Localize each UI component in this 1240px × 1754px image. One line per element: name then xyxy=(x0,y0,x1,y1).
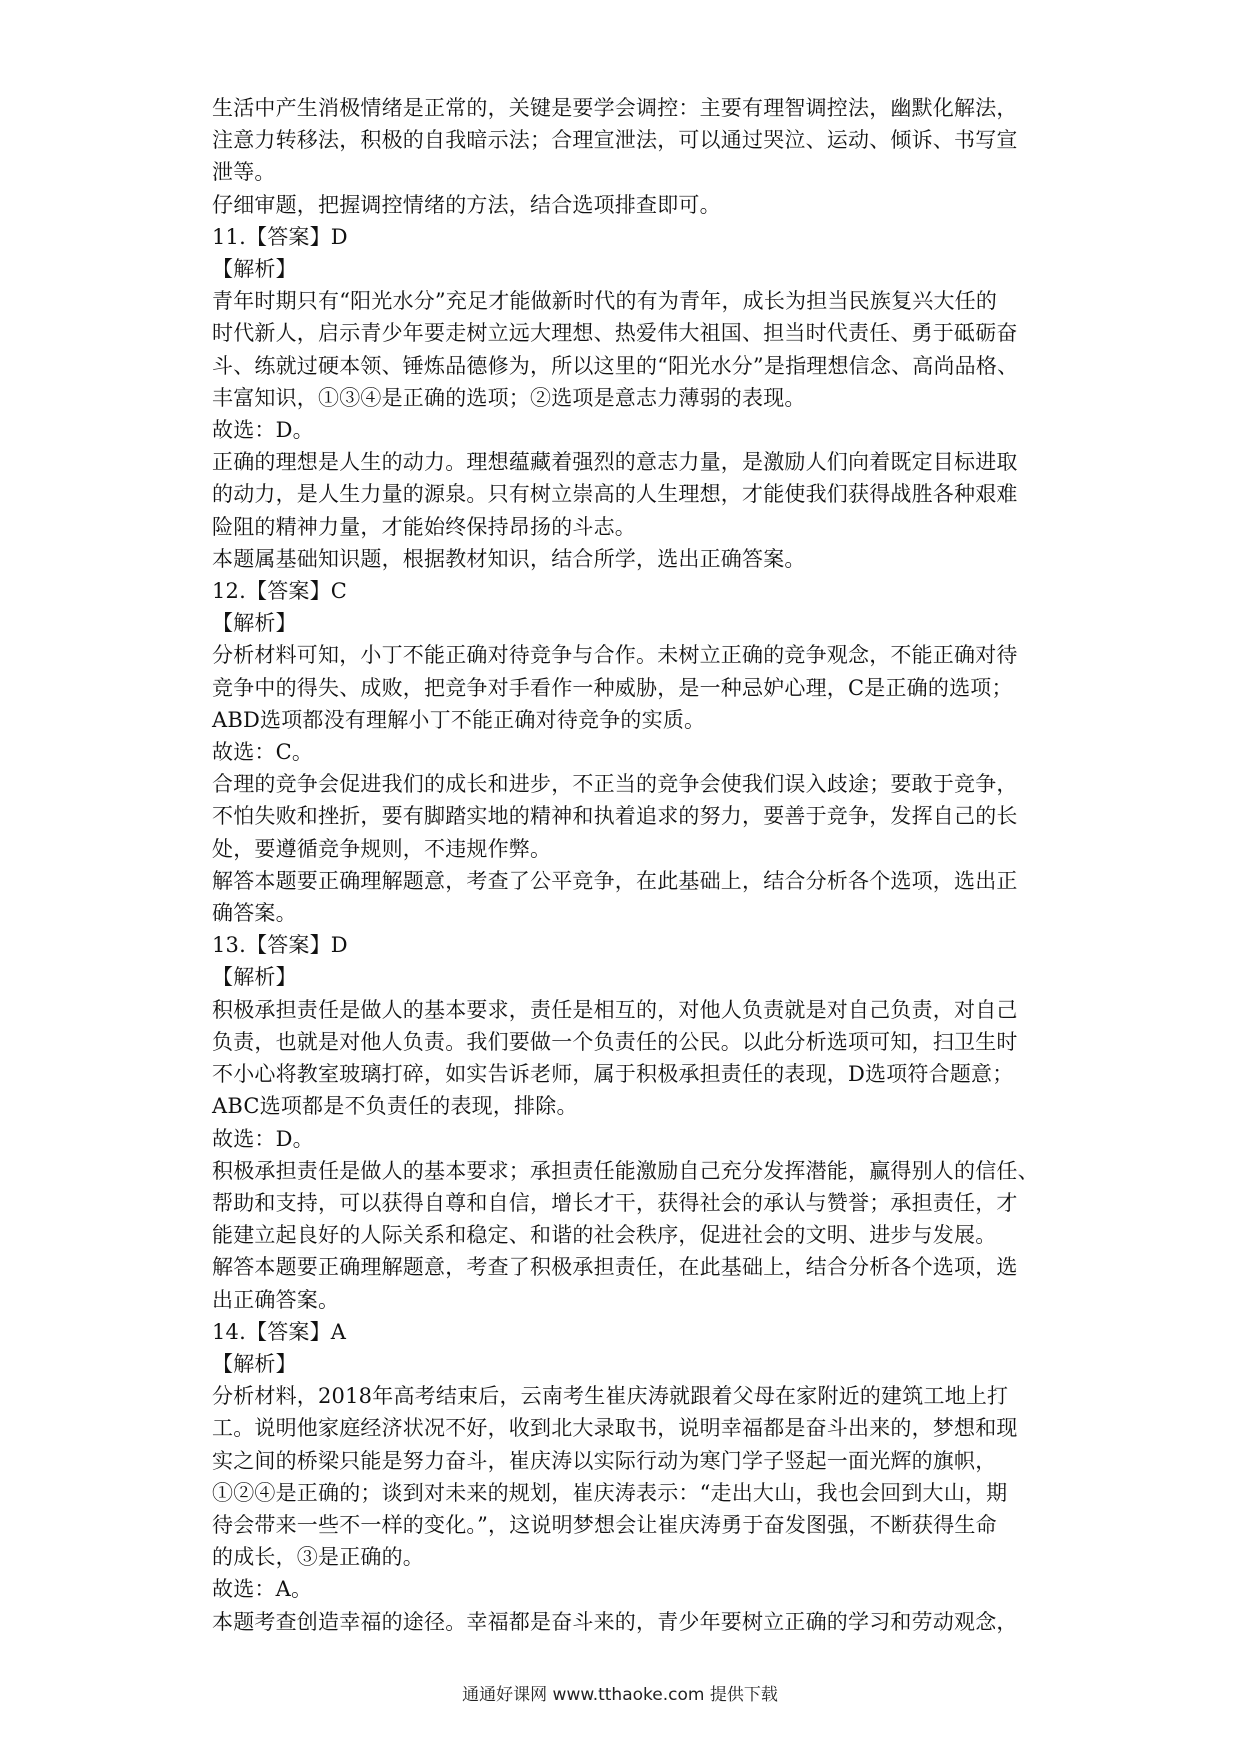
text-line: ABD选项都没有理解小丁不能正确对待竞争的实质。 xyxy=(212,707,706,732)
text-line: 处，要遵循竞争规则，不违规作弊。 xyxy=(212,836,552,861)
text-line: 不小心将教室玻璃打碎，如实告诉老师，属于积极承担责任的表现，D选项符合题意； xyxy=(212,1062,1014,1087)
page-footer: 通通好课网 www.tthaoke.com 提供下载 xyxy=(462,1685,778,1705)
text-line: 故选：D。 xyxy=(212,1126,314,1151)
text-line: 解答本题要正确理解题意，考查了公平竞争，在此基础上，结合分析各个选项，选出正 xyxy=(212,868,1018,893)
text-line: 丰富知识，①③④是正确的选项；②选项是意志力薄弱的表现。 xyxy=(212,385,806,410)
text-line: 本题考查创造幸福的途径。幸福都是奋斗来的，青少年要树立正确的学习和劳动观念， xyxy=(212,1609,1018,1634)
text-line: 帮助和支持，可以获得自尊和自信，增长才干，获得社会的承认与赞誉；承担责任，才 xyxy=(212,1190,1018,1215)
analysis-heading: 【解析】 xyxy=(212,611,297,636)
text-line: 不怕失败和挫折，要有脚踏实地的精神和执着追求的努力，要善于竞争，发挥自己的长 xyxy=(212,804,1018,829)
analysis-heading: 【解析】 xyxy=(212,965,297,990)
document-body xyxy=(212,92,1040,1638)
analysis-heading: 【解析】 xyxy=(212,1351,297,1376)
text-line: 生活中产生消极情绪是正常的，关键是要学会调控：主要有理智调控法，幽默化解法， xyxy=(212,96,1018,120)
text-line: 工。说明他家庭经济状况不好，收到北大录取书，说明幸福都是奋斗出来的，梦想和现 xyxy=(212,1416,1018,1441)
text-line: 合理的竞争会促进我们的成长和进步，不正当的竞争会使我们误入歧途；要敢于竞争， xyxy=(212,772,1018,797)
text-line: 注意力转移法，积极的自我暗示法；合理宣泄法，可以通过哭泣、运动、倾诉、书写宣 xyxy=(212,128,1018,153)
answer-heading-12: 12.【答案】C xyxy=(212,579,348,604)
text-line: ABC选项都是不负责任的表现，排除。 xyxy=(212,1094,578,1119)
text-line: 实之间的桥梁只能是努力奋斗，崔庆涛以实际行动为寒门学子竖起一面光辉的旗帜， xyxy=(212,1448,997,1473)
text-line: 的动力，是人生力量的源泉。只有树立崇高的人生理想，才能使我们获得战胜各种艰难 xyxy=(212,482,1018,507)
text-line: 负责，也就是对他人负责。我们要做一个负责任的公民。以此分析选项可知，扫卫生时 xyxy=(212,1029,1018,1054)
text-line: 积极承担责任是做人的基本要求；承担责任能激励自己充分发挥潜能，赢得别人的信任、 xyxy=(212,1158,1039,1183)
text-line: 青年时期只有“阳光水分”充足才能做新时代的有为青年，成长为担当民族复兴大任的 xyxy=(212,289,998,314)
text-line: 时代新人，启示青少年要走树立远大理想、热爱伟大祖国、担当时代责任、勇于砥砺奋 xyxy=(212,321,1018,346)
text-line: 本题属基础知识题，根据教材知识，结合所学，选出正确答案。 xyxy=(212,546,806,571)
text-line: 待会带来一些不一样的变化。”，这说明梦想会让崔庆涛勇于奋发图强，不断获得生命 xyxy=(212,1512,997,1537)
text-line: ①②④是正确的；谈到对未来的规划，崔庆涛表示：“走出大山，我也会回到大山，期 xyxy=(212,1480,1008,1505)
text-line: 泄等。 xyxy=(212,160,276,185)
answer-heading-14: 14.【答案】A xyxy=(212,1319,347,1344)
text-line: 积极承担责任是做人的基本要求，责任是相互的，对他人负责就是对自己负责，对自己 xyxy=(212,997,1018,1022)
text-line: 出正确答案。 xyxy=(212,1287,340,1312)
text-line: 的成长，③是正确的。 xyxy=(212,1545,424,1570)
text-line: 分析材料可知，小丁不能正确对待竞争与合作。未树立正确的竞争观念，不能正确对待 xyxy=(212,643,1018,668)
text-line: 能建立起良好的人际关系和稳定、和谐的社会秩序，促进社会的文明、进步与发展。 xyxy=(212,1223,997,1248)
text-line: 斗、练就过硬本领、锤炼品德修为，所以这里的“阳光水分”是指理想信念、高尚品格、 xyxy=(212,353,1019,378)
text-line: 解答本题要正确理解题意，考查了积极承担责任，在此基础上，结合分析各个选项，选 xyxy=(212,1255,1018,1280)
text-line: 故选：C。 xyxy=(212,740,314,765)
analysis-heading: 【解析】 xyxy=(212,257,297,282)
text-line: 故选：A。 xyxy=(212,1577,313,1602)
answer-heading-11: 11.【答案】D xyxy=(212,224,348,249)
answer-heading-13: 13.【答案】D xyxy=(212,933,348,958)
text-line: 分析材料，2018年高考结束后，云南考生崔庆涛就跟着父母在家附近的建筑工地上打 xyxy=(212,1384,1009,1409)
text-line: 竞争中的得失、成败，把竞争对手看作一种威胁，是一种忌妒心理，C是正确的选项； xyxy=(212,675,1013,700)
text-line: 正确的理想是人生的动力。理想蕴藏着强烈的意志力量，是激励人们向着既定目标进取 xyxy=(212,450,1018,475)
text-line: 故选：D。 xyxy=(212,418,314,443)
text-line: 确答案。 xyxy=(212,901,297,926)
text-line: 仔细审题，把握调控情绪的方法，结合选项排查即可。 xyxy=(212,192,721,217)
text-line: 险阻的精神力量，才能始终保持昂扬的斗志。 xyxy=(212,514,636,539)
